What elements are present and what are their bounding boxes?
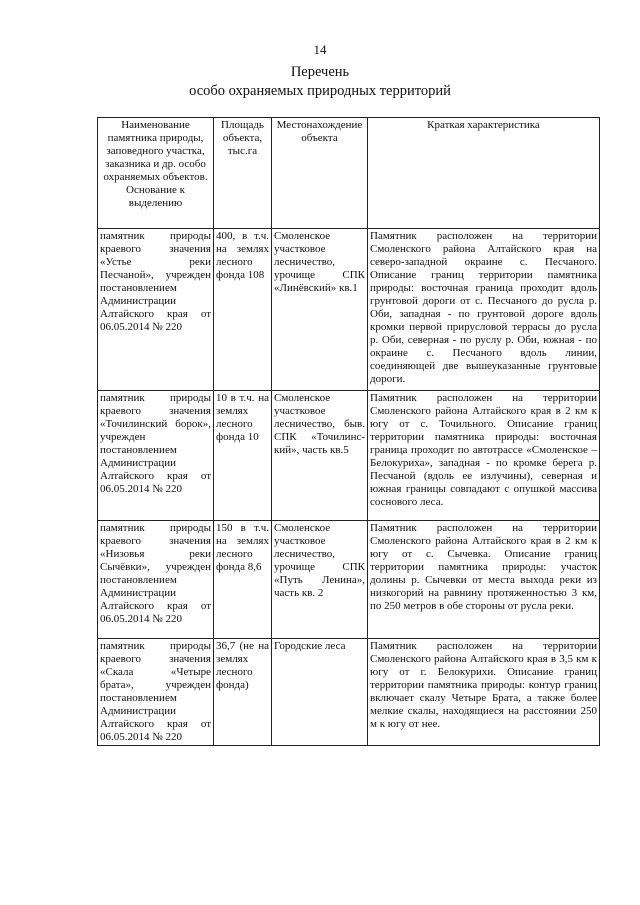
table-row	[98, 521, 600, 639]
cell-location: Смоленское участковое лесничество, урочище СПК «Путь Ленина», часть кв. 2	[272, 521, 368, 639]
page-number: 14	[313, 42, 327, 57]
cell-description: Памятник расположен на территории Смоленского района Алтайского края в 3,5 км к югу от г. Белокурихи. Описание границ территории памятника природы: контур границ включает скалу Четыре Брата, а также более мелкие скалы, находящиеся на расстоянии 250 м к югу от нее.	[368, 639, 600, 746]
cell-description: Памятник расположен на территории Смоленского района Алтайского края на северо-западной окраине с. Песчаного. Описание границ территории памятника природы: восточная граница проходит вдоль грунтовой дороги от с. Песчаного до русла р. Оби, западная - по грунтовой дороге вдоль кромки первой прирусловой террасы до русла р. Оби, северная - по руслу р. Оби, южная - по окраине с. Песчаного вдоль линии, соединяющей две вышеуказанные грунтовые дороги.	[368, 229, 600, 391]
title-line-1: Перечень	[290, 64, 350, 80]
cell-description: Памятник расположен на территории Смоленского района Алтайского края в 2 км к югу от с. Сычевка. Описание границ территории памятника природы: участок долины р. Сычевки от места выхода реки из низкогорий на равнину протяженностью 3 км, по 250 метров в обе стороны от русла реки.	[368, 521, 600, 639]
cell-area: 400, в т.ч. на землях лесного фонда 108	[214, 229, 272, 391]
table-row	[98, 229, 600, 391]
header-name: Наименование памятника природы, заповедного участка, заказника и др. особо охраняемых объектов. Основание к выделению	[98, 118, 214, 229]
cell-area: 150 в т.ч. на землях лесного фонда 8,6	[214, 521, 272, 639]
header-area: Площадь объекта, тыс.га	[214, 118, 272, 229]
protected-areas-table	[97, 117, 600, 746]
cell-name: памятник природы краевого значения «Скала «Четыре брата», учрежден постановлением Администрации Алтайского края от 06.05.2014 № 220	[98, 639, 214, 746]
cell-area: 10 в т.ч. на землях лесного фонда 10	[214, 391, 272, 521]
header-description: Краткая характеристика	[368, 118, 600, 229]
cell-location: Смоленское участковое лесничество, урочище СПК «Линёвский» кв.1	[272, 229, 368, 391]
cell-location: Городские леса	[272, 639, 368, 746]
document-title	[0, 63, 640, 101]
cell-description: Памятник расположен на территории Смоленского района Алтайского края в 2 км к югу от с. Точильного. Описание границ территории памятника природы: восточная граница проходит по автотрассе «Смоленское – Белокуриха», западная - по кромке берега р. Песчаной (вдоль ее излучины), северная и южная границы совпадают с опушкой массива соснового леса.	[368, 391, 600, 521]
table-header-row	[98, 118, 600, 229]
cell-name: памятник природы краевого значения «Устье реки Песчаной», учрежден постановлением Администрации Алтайского края от 06.05.2014 № 220	[98, 229, 214, 391]
table-row	[98, 639, 600, 746]
cell-name: памятник природы краевого значения «Точилинский борок», учрежден постановлением Администрации Алтайского края от 06.05.2014 № 220	[98, 391, 214, 521]
cell-name: памятник природы краевого значения «Низовья реки Сычёвки», учрежден постановлением Администрации Алтайского края от 06.05.2014 № 220	[98, 521, 214, 639]
cell-location: Смоленское участковое лесничество, быв. СПК «Точилинс-кий», часть кв.5	[272, 391, 368, 521]
header-location: Местонахождение объекта	[272, 118, 368, 229]
table-row	[98, 391, 600, 521]
title-line-2: особо охраняемых природных территорий	[189, 83, 451, 99]
cell-area: 36,7 (не на землях лесного фонда)	[214, 639, 272, 746]
